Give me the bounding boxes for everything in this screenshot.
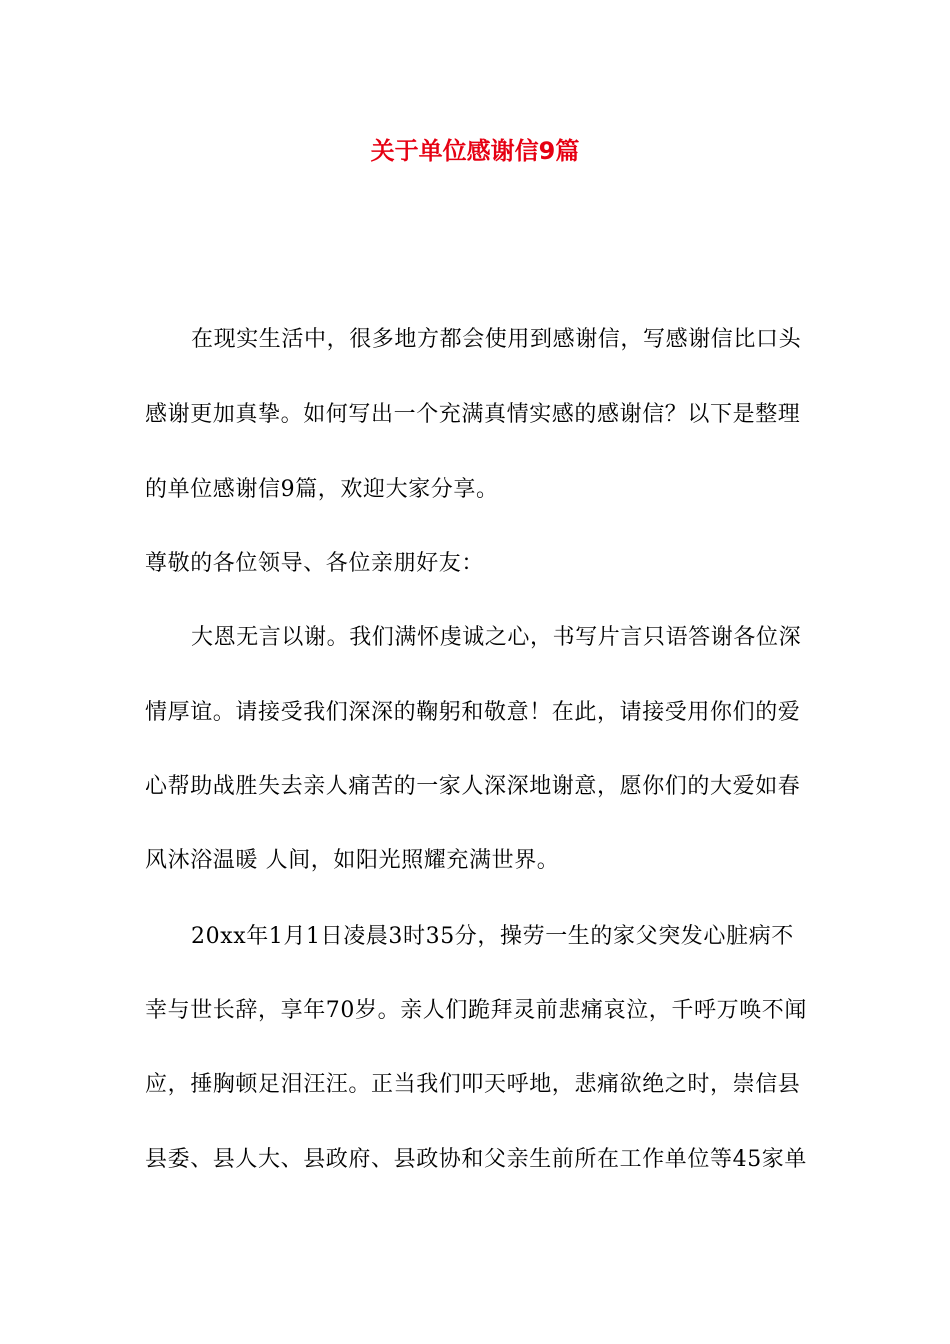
paragraph-line: 在现实生活中，很多地方都会使用到感谢信，写感谢信比口头 — [191, 327, 802, 352]
paragraph-line: 县委、县人大、县政府、县政协和父亲生前所在工作单位等45家单 — [145, 1147, 807, 1172]
paragraph-line: 心帮助战胜失去亲人痛苦的一家人深深地谢意，愿你们的大爱如春 — [145, 774, 801, 799]
paragraph-line: 20xx年1月1日凌晨3时35分，操劳一生的家父突发心脏病不 — [191, 924, 794, 949]
paragraph-line: 大恩无言以谢。我们满怀虔诚之心，书写片言只语答谢各位深 — [191, 625, 802, 650]
paragraph-line: 幸与世长辞，享年70岁。亲人们跪拜灵前悲痛哀泣，千呼万唤不闻 — [145, 998, 807, 1023]
salutation-line: 尊敬的各位领导、各位亲朋好友： — [145, 551, 485, 576]
paragraph-line: 应，捶胸顿足泪汪汪。正当我们叩天呼地，悲痛欲绝之时，崇信县 — [145, 1072, 801, 1097]
paragraph-line: 风沐浴温暖 人间，如阳光照耀充满世界。 — [145, 848, 560, 873]
paragraph-line: 感谢更加真挚。如何写出一个充满真情实感的感谢信？以下是整理 — [145, 402, 801, 427]
paragraph-line: 情厚谊。请接受我们深深的鞠躬和敬意！在此，请接受用你们的爱 — [145, 700, 801, 725]
paragraph-line: 的单位感谢信9篇，欢迎大家分享。 — [145, 477, 499, 502]
document-title: 关于单位感谢信9篇 — [370, 137, 580, 165]
